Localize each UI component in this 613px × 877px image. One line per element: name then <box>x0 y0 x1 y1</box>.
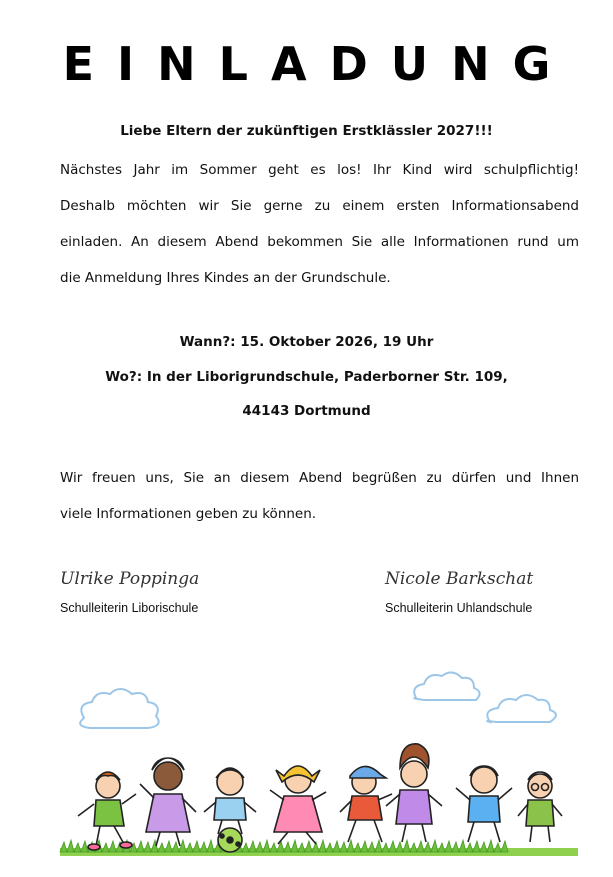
cloud-icon <box>80 689 159 728</box>
grass-icon <box>60 840 578 856</box>
event-when: Wann?: 15. Oktober 2026, 19 Uhr <box>179 334 434 350</box>
closing-line: viele Informationen geben zu können. <box>60 506 317 522</box>
cloud-icon <box>414 672 479 700</box>
event-where: Wo?: In der Liborigrundschule, Paderborner Str. 109, <box>105 368 508 385</box>
child-icon <box>456 766 512 842</box>
page-title: EINLADUNG <box>62 37 574 91</box>
signature-left <box>60 567 199 616</box>
child-icon <box>270 766 326 844</box>
signature-right <box>385 567 533 616</box>
greeting: Liebe Eltern der zukünftigen Erstklässler 2027!!! <box>120 123 493 139</box>
child-icon <box>340 766 392 842</box>
child-icon <box>386 744 442 842</box>
child-icon <box>140 758 196 846</box>
signature-role: Schulleiterin Liborischule <box>60 601 199 615</box>
signature-name: Ulrike Poppinga <box>60 569 200 589</box>
intro-paragraph <box>60 152 579 296</box>
event-details <box>0 325 613 429</box>
intro-line: die Anmeldung Ihres Kindes an der Grundschule. <box>60 270 391 286</box>
children-illustration <box>0 670 613 877</box>
intro-line: Nächstes Jahr im Sommer geht es los! Ihr Kind wird schulpflichtig! <box>60 162 579 178</box>
child-icon <box>78 772 136 850</box>
event-where-city: 44143 Dortmund <box>242 403 371 419</box>
signature-name: Nicole Barkschat <box>385 569 534 589</box>
intro-line: einladen. An diesem Abend bekommen Sie alle Informationen rund um <box>60 234 579 250</box>
closing-paragraph <box>60 460 579 532</box>
cloud-icon <box>487 695 556 722</box>
child-icon <box>204 768 256 852</box>
signature-role: Schulleiterin Uhlandschule <box>385 601 533 615</box>
intro-line: Deshalb möchten wir Sie gerne zu einem ersten Informationsabend <box>60 198 579 214</box>
closing-line: Wir freuen uns, Sie an diesem Abend begrüßen zu dürfen und Ihnen <box>60 470 579 486</box>
child-icon <box>518 772 562 842</box>
